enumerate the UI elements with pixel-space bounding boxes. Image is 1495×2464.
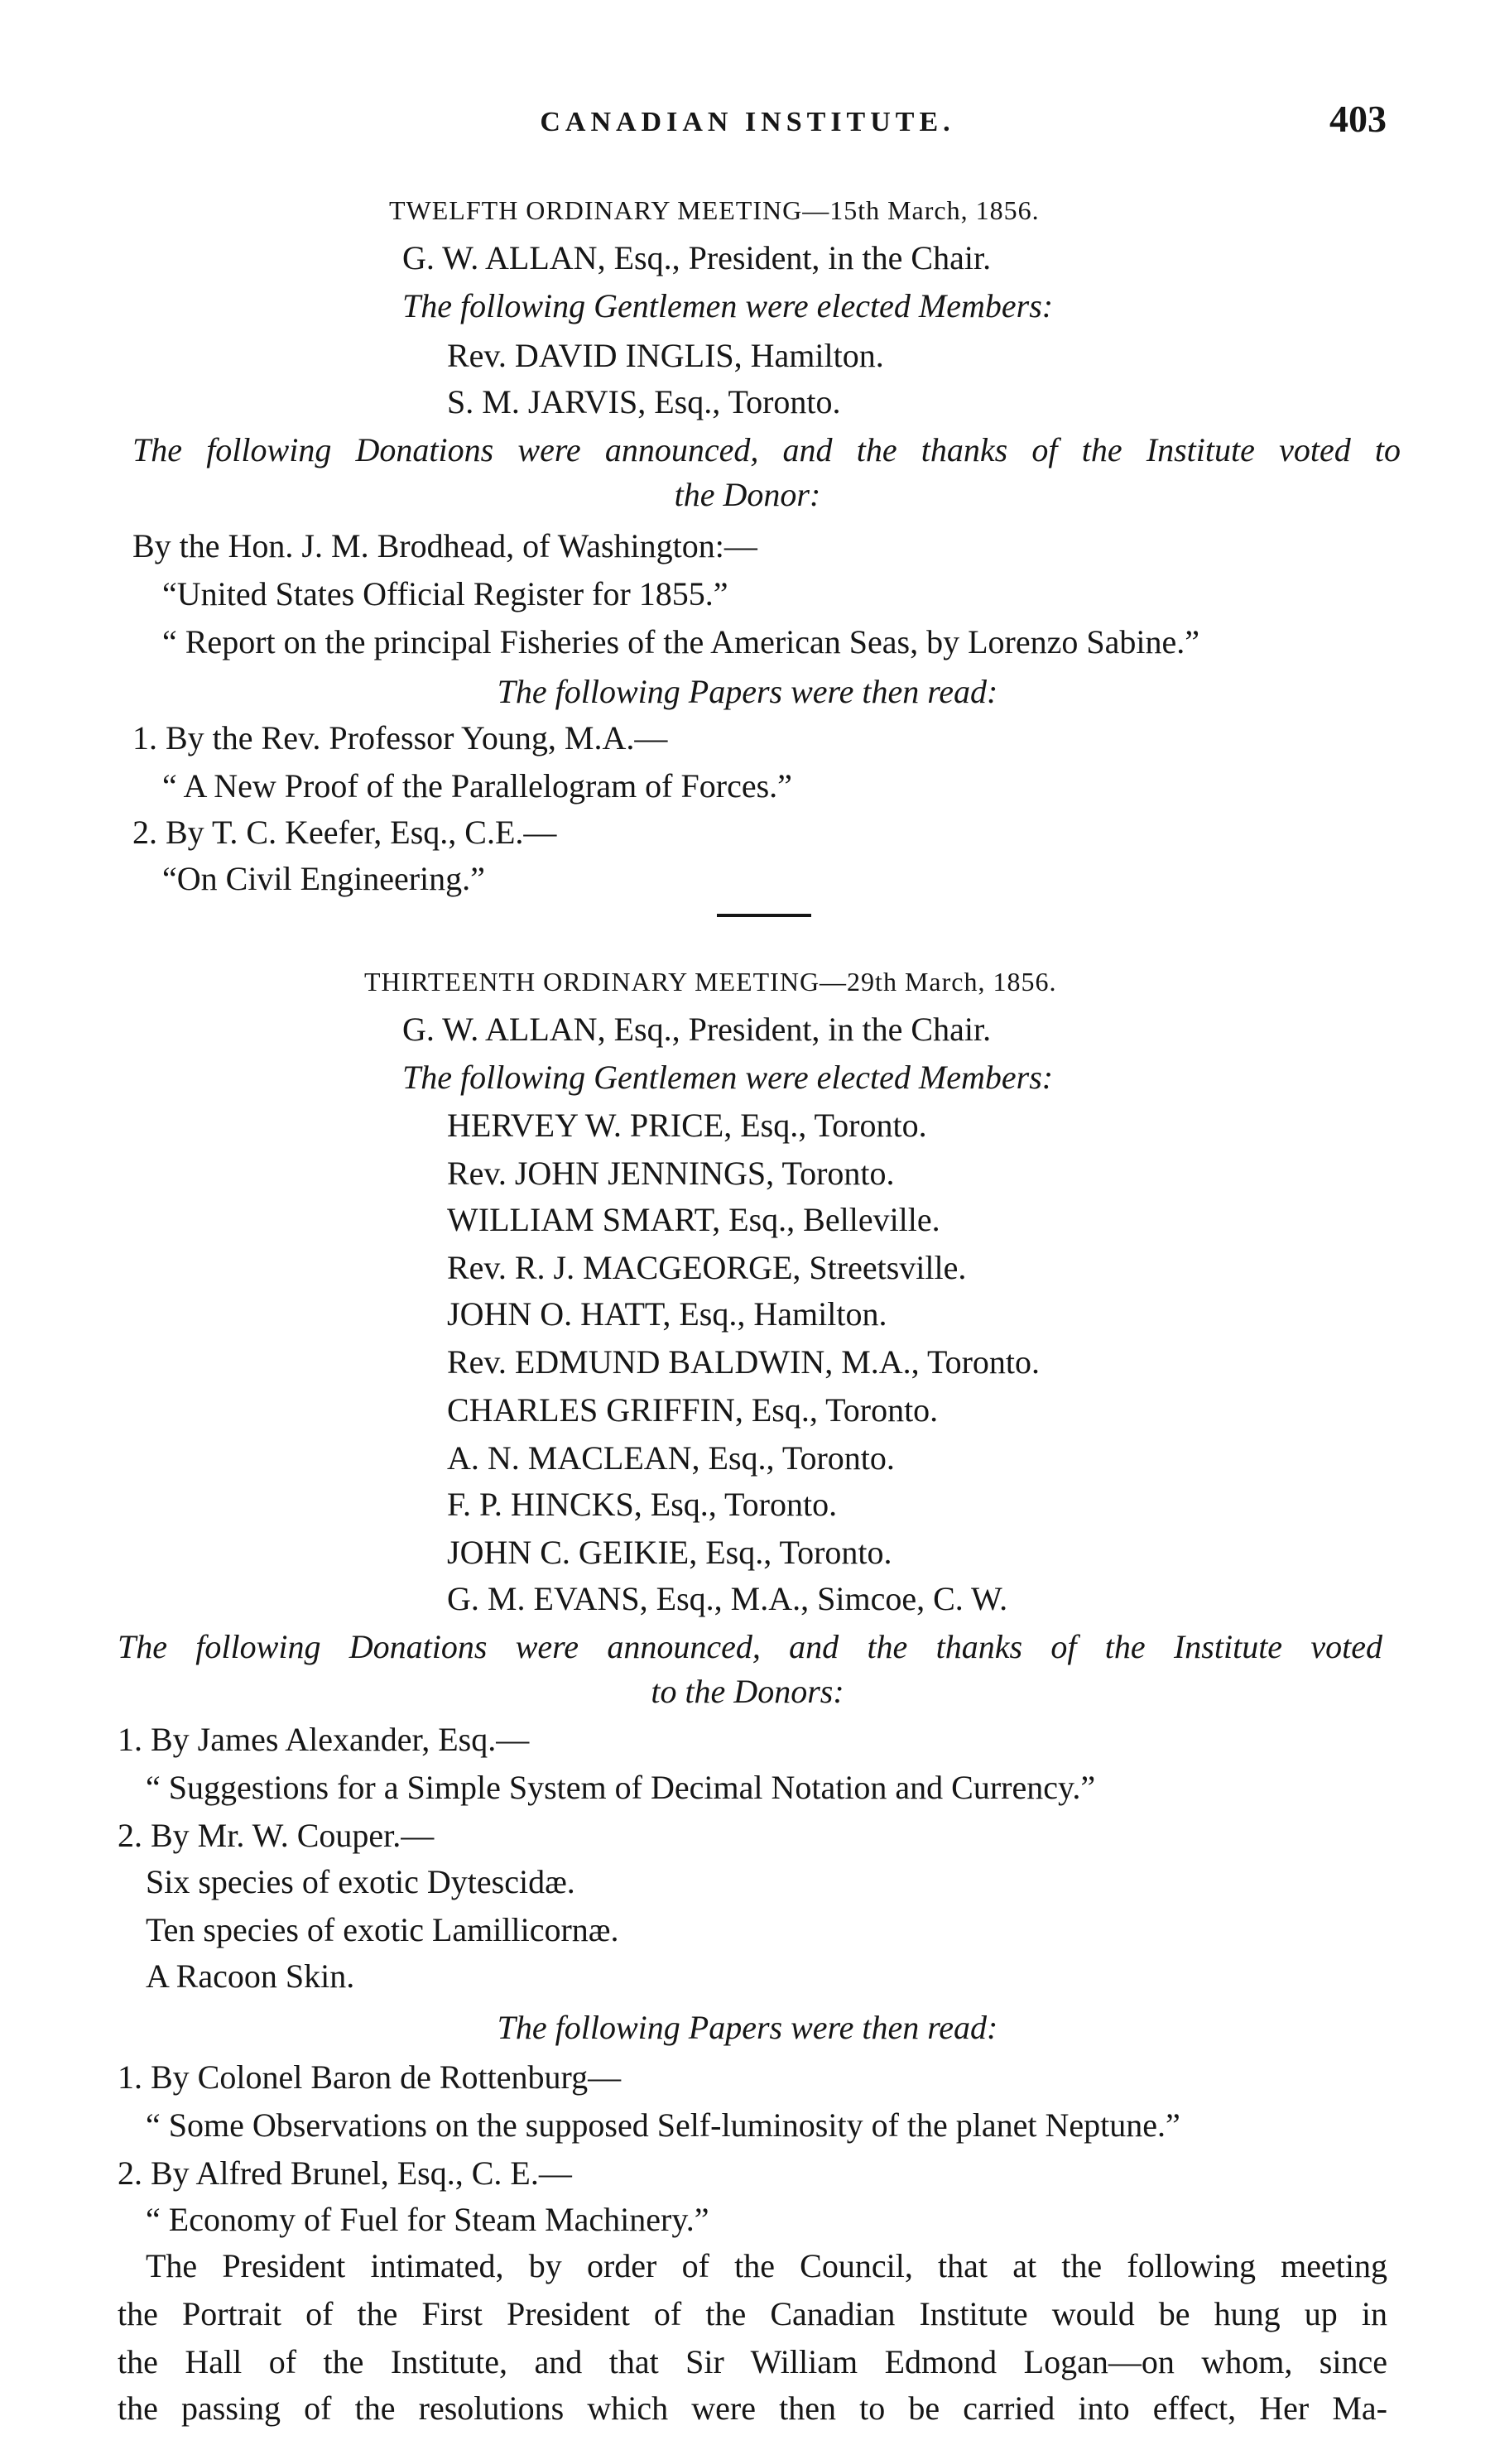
meeting-12-members-intro: The following Gentlemen were elected Members: bbox=[402, 287, 1054, 324]
meeting-12-heading-text: TWELFTH ORDINARY MEETING—15th March, 1856. bbox=[389, 195, 1040, 225]
meeting-12-paper-author: 1. By the Rev. Professor Young, M.A.— bbox=[132, 719, 668, 756]
meeting-13-donations-intro: The following Donations were announced, and the thanks of the Institute voted bbox=[118, 1628, 1382, 1665]
meeting-13-paper-title: “ Economy of Fuel for Steam Machinery.” bbox=[146, 2201, 709, 2238]
meeting-13-donation-item: Ten species of exotic Lamillicornæ. bbox=[146, 1911, 619, 1948]
closing-paragraph-line: the Hall of the Institute, and that Sir William Edmond Logan—on whom, since bbox=[118, 2343, 1387, 2380]
meeting-13-donation-author: 1. By James Alexander, Esq.— bbox=[118, 1721, 530, 1758]
meeting-12-member: Rev. DAVID INGLIS, Hamilton. bbox=[447, 337, 884, 374]
closing-paragraph-line: the passing of the resolutions which were then to be carried into effect, Her Ma- bbox=[118, 2390, 1387, 2427]
meeting-12-paper-title: “ A New Proof of the Parallelogram of Forces.” bbox=[162, 767, 792, 805]
meeting-13-paper-author: 2. By Alfred Brunel, Esq., C. E.— bbox=[118, 2154, 572, 2192]
meeting-12-papers-intro: The following Papers were then read: bbox=[497, 673, 998, 710]
meeting-13-member: Rev. R. J. MACGEORGE, Streetsville. bbox=[447, 1249, 967, 1286]
meeting-13-member: JOHN C. GEIKIE, Esq., Toronto. bbox=[447, 1534, 892, 1571]
meeting-12-paper-title: “On Civil Engineering.” bbox=[162, 860, 485, 897]
meeting-12-member: S. M. JARVIS, Esq., Toronto. bbox=[447, 383, 841, 420]
meeting-13-member: Rev. EDMUND BALDWIN, M.A., Toronto. bbox=[447, 1343, 1041, 1381]
meeting-13-papers-intro: The following Papers were then read: bbox=[497, 2009, 998, 2046]
meeting-12-donation-item: “ Report on the principal Fisheries of the American Seas, by Lorenzo Sabine.” bbox=[162, 623, 1199, 660]
page-number: 403 bbox=[1329, 98, 1387, 140]
closing-paragraph-line: the Portrait of the First President of the Canadian Institute would be hung up in bbox=[118, 2295, 1387, 2332]
meeting-13-member: CHARLES GRIFFIN, Esq., Toronto. bbox=[447, 1391, 939, 1429]
meeting-12-heading bbox=[389, 187, 1495, 232]
meeting-12-donor: By the Hon. J. M. Brodhead, of Washington:— bbox=[132, 527, 757, 564]
meeting-13-donation-item: “ Suggestions for a Simple System of Decimal Notation and Currency.” bbox=[146, 1769, 1096, 1806]
meeting-13-member: HERVEY W. PRICE, Esq., Toronto. bbox=[447, 1107, 927, 1144]
meeting-13-donation-item: A Racoon Skin. bbox=[146, 1957, 355, 1995]
section-divider bbox=[717, 914, 811, 917]
meeting-13-member: WILLIAM SMART, Esq., Belleville. bbox=[447, 1201, 940, 1238]
meeting-13-heading bbox=[364, 958, 1495, 1003]
meeting-13-member: A. N. MACLEAN, Esq., Toronto. bbox=[447, 1439, 895, 1477]
meeting-13-member: G. M. EVANS, Esq., M.A., Simcoe, C. W. bbox=[447, 1580, 1008, 1617]
meeting-13-heading-text: THIRTEENTH ORDINARY MEETING—29th March, 1856. bbox=[364, 967, 1057, 997]
meeting-12-donations-intro: The following Donations were announced, and the thanks of the Institute voted to bbox=[132, 431, 1401, 468]
meeting-13-member: JOHN O. HATT, Esq., Hamilton. bbox=[447, 1295, 887, 1333]
meeting-13-chair: G. W. ALLAN, Esq., President, in the Chair. bbox=[402, 1011, 992, 1048]
meeting-13-donation-item: Six species of exotic Dytescidæ. bbox=[146, 1863, 575, 1900]
meeting-13-member: F. P. HINCKS, Esq., Toronto. bbox=[447, 1486, 838, 1523]
meeting-13-donation-author: 2. By Mr. W. Couper.— bbox=[118, 1817, 435, 1854]
meeting-13-paper-title: “ Some Observations on the supposed Self-luminosity of the planet Neptune.” bbox=[146, 2106, 1180, 2144]
meeting-13-member: Rev. JOHN JENNINGS, Toronto. bbox=[447, 1155, 895, 1192]
meeting-12-paper-author: 2. By T. C. Keefer, Esq., C.E.— bbox=[132, 814, 557, 851]
meeting-12-chair: G. W. ALLAN, Esq., President, in the Chair. bbox=[402, 239, 992, 276]
closing-paragraph-line: The President intimated, by order of the Council, that at the following meeting bbox=[146, 2247, 1387, 2284]
meeting-13-members-intro: The following Gentlemen were elected Members: bbox=[402, 1059, 1054, 1096]
meeting-12-donation-item: “United States Official Register for 1855.” bbox=[162, 575, 728, 612]
meeting-12-donations-intro-cont: the Donor: bbox=[674, 476, 821, 513]
meeting-13-donations-intro-cont: to the Donors: bbox=[651, 1673, 844, 1710]
meeting-13-paper-author: 1. By Colonel Baron de Rottenburg— bbox=[118, 2058, 622, 2096]
running-title: CANADIAN INSTITUTE. bbox=[540, 107, 955, 137]
